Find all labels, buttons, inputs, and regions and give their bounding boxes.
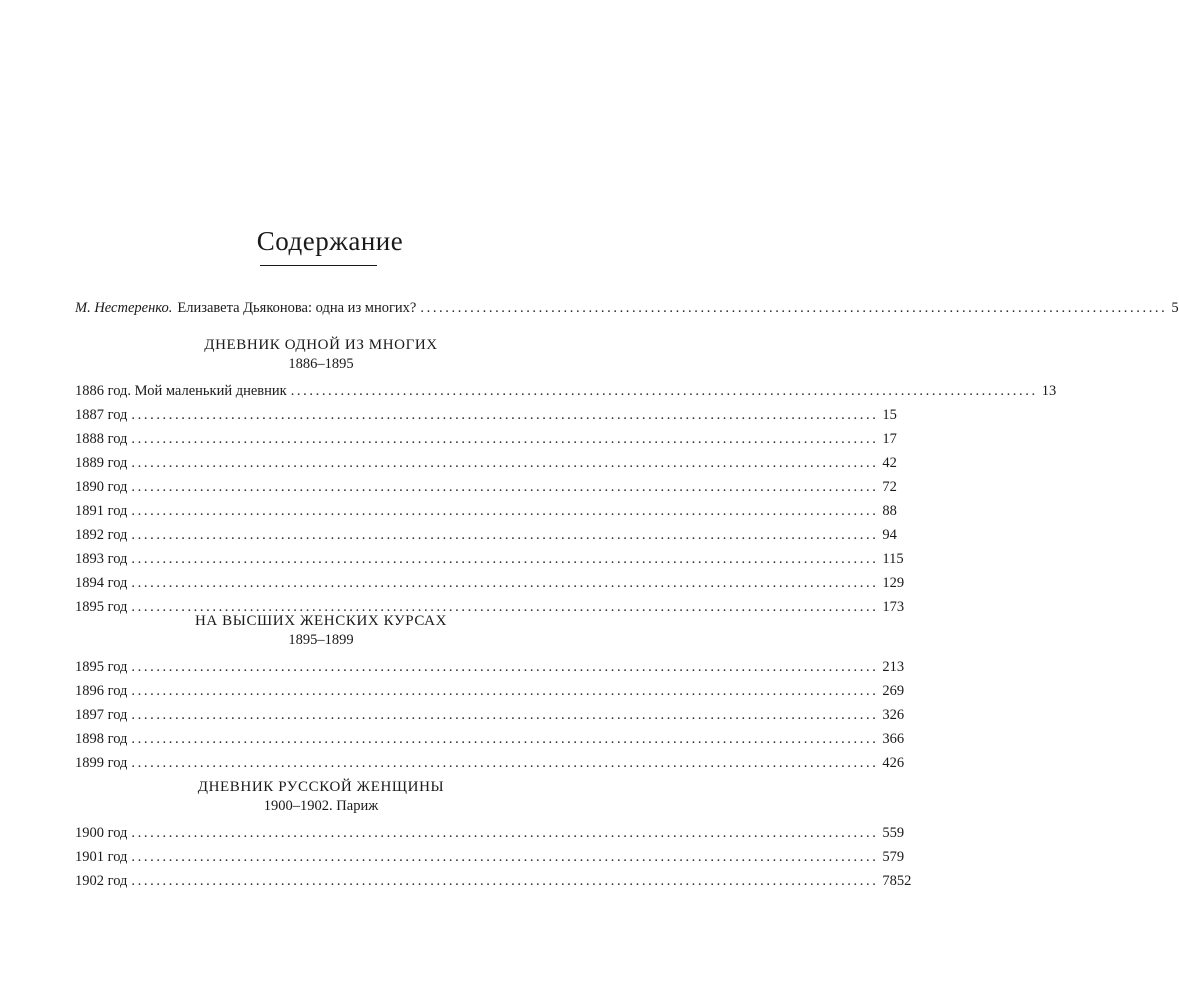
- toc-entry-label: 1897 год: [75, 707, 128, 723]
- page-title: Содержание: [256, 226, 404, 256]
- toc-entry[interactable]: [75, 523, 897, 547]
- section-title: ДНЕВНИК ОДНОЙ ИЗ МНОГИХ: [204, 337, 438, 353]
- toc-entry-intro[interactable]: [75, 296, 1179, 320]
- toc-entry-page: 426: [882, 755, 905, 771]
- toc-entry-page: 269: [882, 683, 905, 699]
- section-entries: [75, 379, 1057, 619]
- toc-entry[interactable]: [75, 821, 905, 845]
- dot-leader: ........................................................................................................................: [131, 431, 879, 447]
- toc-entry-label: 1888 год: [75, 431, 128, 447]
- toc-entry[interactable]: [75, 403, 897, 427]
- dot-leader: ........................................................................................................................: [131, 849, 879, 865]
- dot-leader: ........................................................................................................................: [131, 527, 879, 543]
- toc-entry-label: 1896 год: [75, 683, 128, 699]
- toc-entry-page: 15: [882, 407, 897, 423]
- toc-entry-page: 5: [1171, 300, 1179, 316]
- section-title: ДНЕВНИК РУССКОЙ ЖЕНЩИНЫ: [197, 779, 445, 795]
- toc-entry-label: 1889 год: [75, 455, 128, 471]
- toc-entry[interactable]: [75, 379, 1057, 403]
- section-entries: [75, 655, 905, 775]
- toc-entry[interactable]: [75, 427, 897, 451]
- toc-entry-label: 1892 год: [75, 527, 128, 543]
- toc-entry-title: Елизавета Дьяконова: одна из многих?: [177, 300, 417, 316]
- section-entries: [75, 821, 912, 893]
- toc-entry[interactable]: [75, 869, 912, 893]
- toc-entry-page: 326: [882, 707, 905, 723]
- toc-entry-label: 1902 год: [75, 873, 128, 889]
- toc-entry-page: 94: [882, 527, 897, 543]
- toc-entry-page: 366: [882, 731, 905, 747]
- dot-leader: ........................................................................................................................: [131, 407, 879, 423]
- toc-entry-label: 1901 год: [75, 849, 128, 865]
- toc-entry-page: 173: [882, 599, 905, 615]
- dot-leader: ........................................................................................................................: [131, 575, 879, 591]
- toc-entry-page: 13: [1041, 383, 1057, 399]
- toc-section-3: [75, 771, 912, 893]
- toc-entry-label: 1898 год: [75, 731, 128, 747]
- toc-entry-page: 17: [882, 431, 897, 447]
- toc-entry-author: М. Нестеренко.: [75, 300, 173, 316]
- dot-leader: ........................................................................................................................: [131, 455, 879, 471]
- section-subtitle: 1886–1895: [288, 356, 354, 372]
- toc-entry[interactable]: [75, 703, 905, 727]
- section-title: НА ВЫСШИХ ЖЕНСКИХ КУРСАХ: [194, 613, 448, 629]
- toc-entry[interactable]: [75, 727, 905, 751]
- toc-entry-page: 7852: [882, 873, 912, 889]
- dot-leader: ........................................................................................................................: [131, 479, 879, 495]
- title-underline: [260, 265, 377, 266]
- toc-entry[interactable]: [75, 571, 905, 595]
- dot-leader: ........................................................................................................................: [131, 707, 879, 723]
- toc-entry-label: 1886 год. Мой маленький дневник: [75, 383, 287, 399]
- dot-leader: ........................................................................................................................: [131, 659, 879, 675]
- dot-leader: ........................................................................................................................: [131, 873, 879, 889]
- toc-intro: [75, 296, 1179, 320]
- dot-leader: ........................................................................................................................: [131, 755, 879, 771]
- dot-leader: ........................................................................................................................: [420, 300, 1168, 316]
- dot-leader: ........................................................................................................................: [131, 599, 879, 615]
- toc-entry-label: 1895 год: [75, 659, 128, 675]
- toc-entry-page: 129: [882, 575, 905, 591]
- toc-entry-label: 1895 год: [75, 599, 128, 615]
- toc-entry-page: 72: [882, 479, 897, 495]
- toc-entry-label: 1900 год: [75, 825, 128, 841]
- toc-entry[interactable]: [75, 451, 897, 475]
- section-subtitle: 1895–1899: [288, 632, 354, 648]
- toc-entry-page: 42: [882, 455, 897, 471]
- toc-entry[interactable]: [75, 475, 897, 499]
- toc-entry[interactable]: [75, 845, 905, 869]
- toc-entry[interactable]: [75, 679, 905, 703]
- toc-section-1: [75, 329, 1057, 619]
- toc-entry-label: 1893 год: [75, 551, 128, 567]
- toc-entry-page: 213: [882, 659, 905, 675]
- toc-entry-label: [75, 296, 416, 320]
- toc-entry-label: 1890 год: [75, 479, 128, 495]
- dot-leader: ........................................................................................................................: [131, 825, 879, 841]
- section-subtitle: 1900–1902. Париж: [263, 798, 379, 814]
- toc-entry-page: 88: [882, 503, 897, 519]
- toc-entry[interactable]: [75, 655, 905, 679]
- toc-entry-label: 1894 год: [75, 575, 128, 591]
- toc-entry-page: 559: [882, 825, 905, 841]
- toc-entry-label: 1891 год: [75, 503, 128, 519]
- dot-leader: ........................................................................................................................: [131, 551, 879, 567]
- toc-entry-label: 1887 год: [75, 407, 128, 423]
- toc-entry-page: 115: [882, 551, 904, 567]
- toc-entry-label: 1899 год: [75, 755, 128, 771]
- toc-entry[interactable]: [75, 547, 904, 571]
- dot-leader: ........................................................................................................................: [131, 683, 879, 699]
- dot-leader: ........................................................................................................................: [131, 503, 879, 519]
- toc-entry-page: 579: [882, 849, 905, 865]
- dot-leader: ........................................................................................................................: [290, 383, 1038, 399]
- toc-entry[interactable]: [75, 499, 897, 523]
- dot-leader: ........................................................................................................................: [131, 731, 879, 747]
